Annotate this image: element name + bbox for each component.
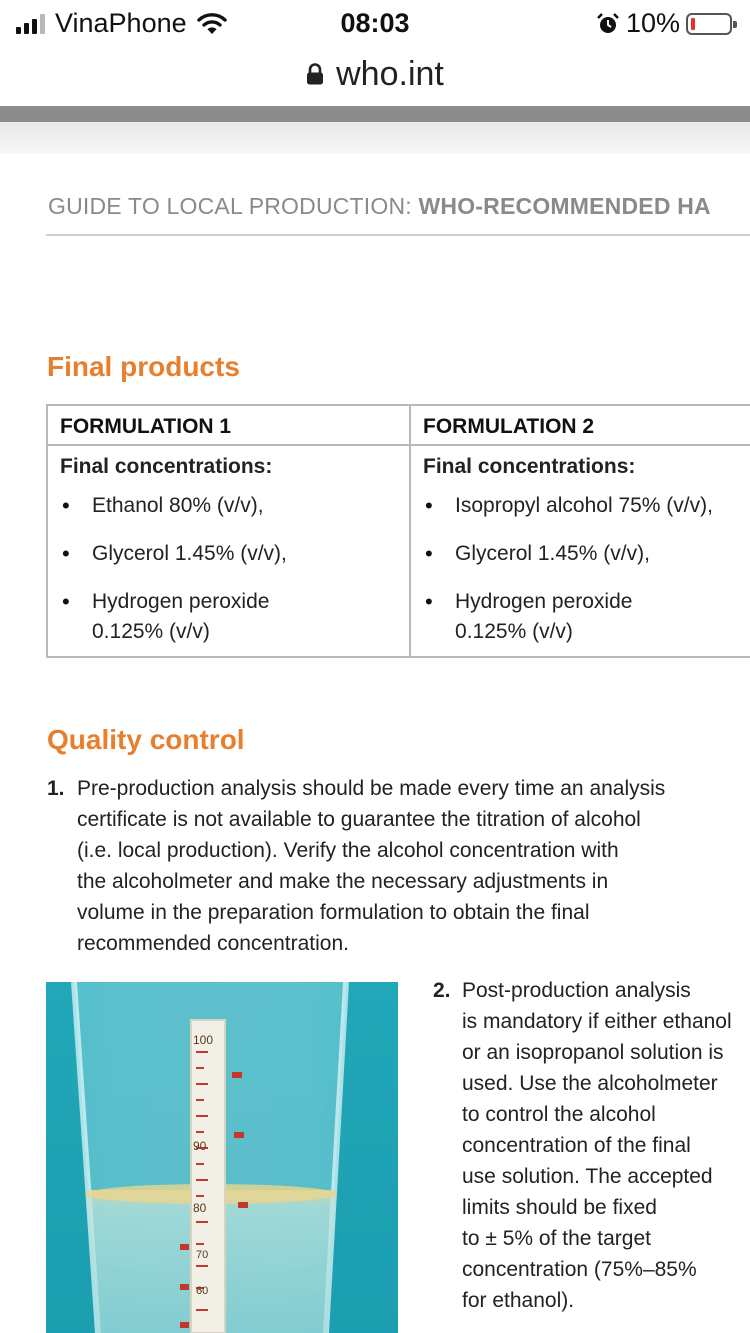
address-bar[interactable] bbox=[0, 50, 750, 98]
paragraph-line: to ± 5% of the target bbox=[462, 1227, 651, 1250]
alcoholmeter-photo bbox=[46, 982, 398, 1333]
wifi-icon bbox=[197, 12, 227, 36]
paragraph-line: the alcoholmeter and make the necessary adjustments in bbox=[77, 870, 609, 893]
scale-label: 90 bbox=[193, 1139, 207, 1153]
page-top-shadow bbox=[0, 122, 750, 154]
paragraph-line: recommended concentration. bbox=[77, 932, 349, 955]
paragraph-line: Post-production analysis bbox=[462, 979, 691, 1002]
paragraph-line: use solution. The accepted bbox=[462, 1165, 713, 1188]
list-item-line: 0.125% (v/v) bbox=[92, 620, 210, 643]
scale-label: 80 bbox=[193, 1201, 207, 1215]
list-item-line: Hydrogen peroxide bbox=[92, 590, 270, 613]
formulation-2-title: FORMULATION 2 bbox=[411, 406, 750, 446]
scale-label: 100 bbox=[193, 1033, 214, 1047]
paragraph-line: or an isopropanol solution is bbox=[462, 1041, 724, 1064]
battery-percentage: 10% bbox=[625, 8, 680, 38]
lock-icon bbox=[306, 63, 324, 85]
clock-time: 08:03 bbox=[340, 8, 410, 38]
formulations-table bbox=[46, 404, 750, 658]
formulation-1-title: FORMULATION 1 bbox=[48, 406, 411, 446]
alarm-icon bbox=[596, 12, 620, 36]
quality-control-item-2 bbox=[433, 975, 750, 1316]
toolbar-divider bbox=[0, 106, 750, 122]
paragraph-line: concentration (75%–85% bbox=[462, 1258, 697, 1281]
concentrations-label: Final concentrations: bbox=[423, 455, 636, 478]
list-number: 2. bbox=[433, 979, 451, 1002]
paragraph-line: Pre-production analysis should be made every time an analysis bbox=[77, 777, 666, 800]
quality-control-item-1 bbox=[47, 773, 747, 959]
header-divider bbox=[46, 234, 750, 236]
paragraph-line: for ethanol). bbox=[462, 1289, 575, 1312]
battery-icon bbox=[686, 13, 732, 35]
alcoholmeter-illustration bbox=[46, 982, 398, 1333]
carrier-name: VinaPhone bbox=[55, 8, 187, 38]
concentrations-label: Final concentrations: bbox=[60, 455, 273, 478]
scale-label: 60 bbox=[196, 1285, 209, 1297]
running-header-bold: WHO-RECOMMENDED HA bbox=[418, 193, 711, 219]
formulation-2-details bbox=[411, 446, 750, 656]
paragraph-line: (i.e. local production). Verify the alcohol concentration with bbox=[77, 839, 619, 862]
running-header-normal: GUIDE TO LOCAL PRODUCTION: bbox=[48, 193, 419, 219]
list-item: • Isopropyl alcohol 75% (v/v), bbox=[423, 491, 750, 521]
list-item-line: Hydrogen peroxide bbox=[455, 590, 633, 613]
status-bar bbox=[0, 0, 750, 50]
url-text[interactable]: who.int bbox=[336, 54, 444, 93]
paragraph-line: to control the alcohol bbox=[462, 1103, 656, 1126]
paragraph-line: concentration of the final bbox=[462, 1134, 691, 1157]
paragraph-line: volume in the preparation formulation to obtain the final bbox=[77, 901, 590, 924]
list-item bbox=[423, 587, 750, 647]
list-item-line: 0.125% (v/v) bbox=[455, 620, 573, 643]
signal-icon bbox=[16, 14, 45, 34]
list-item: • Ethanol 80% (v/v), bbox=[60, 491, 409, 521]
list-item: • Glycerol 1.45% (v/v), bbox=[60, 539, 409, 569]
final-products-heading: Final products bbox=[47, 351, 240, 382]
paragraph-line: used. Use the alcoholmeter bbox=[462, 1072, 718, 1095]
paragraph-line: limits should be fixed bbox=[462, 1196, 657, 1219]
list-item bbox=[60, 587, 409, 647]
quality-control-heading: Quality control bbox=[47, 724, 245, 755]
paragraph-line: certificate is not available to guarantee the titration of alcohol bbox=[77, 808, 641, 831]
formulation-1-details bbox=[48, 446, 411, 656]
scale-label: 70 bbox=[196, 1249, 209, 1261]
running-header bbox=[48, 193, 750, 220]
battery-level-fill bbox=[691, 18, 695, 30]
list-item: • Glycerol 1.45% (v/v), bbox=[423, 539, 750, 569]
list-number: 1. bbox=[47, 777, 65, 800]
paragraph-line: is mandatory if either ethanol bbox=[462, 1010, 732, 1033]
